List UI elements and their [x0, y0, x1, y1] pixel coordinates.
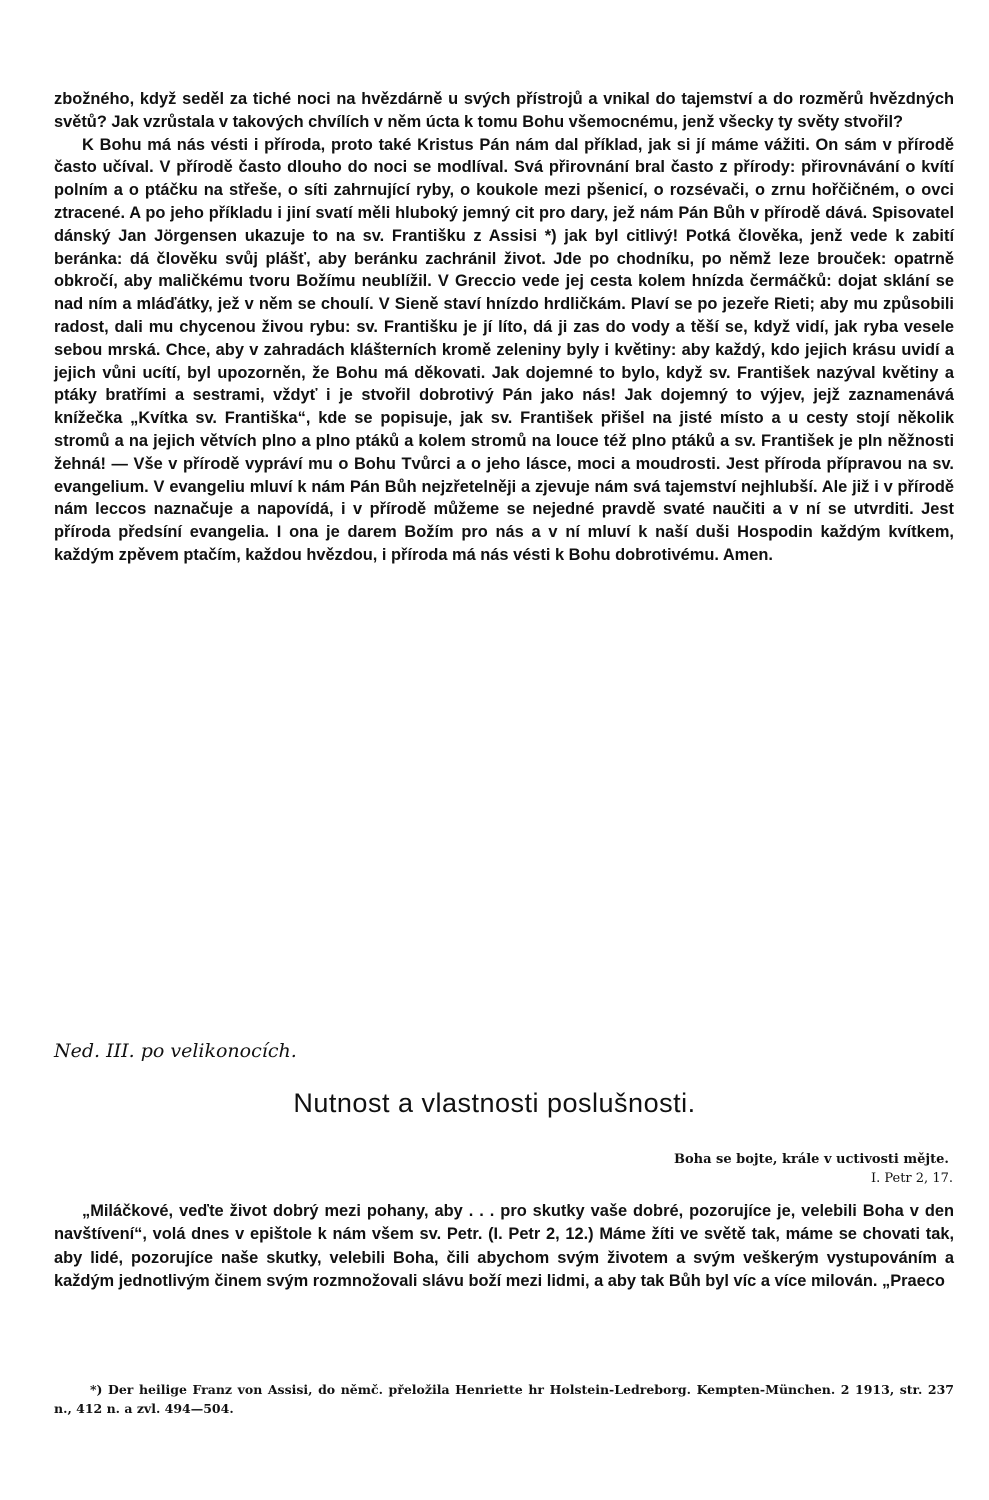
paragraph-2: K Bohu má nás vésti i příroda, proto také Kristus Pán nám dal příklad, jak si jí máme vážiti. On sám v přírodě často učíval. V přírodě často dlouho do noci se modlíval. Svá přirovnání bral často z přírody: přirovnávání o kvítí polním a o ptáčku na střeše, o síti zahrnující ryby, o koukole mezi pšenicí, o rozsévači, o zrnu hořčičném, o ovci ztracené. A po jeho příkladu i jiní svatí měli hluboký jemný cit pro dary, jež nám Pán Bůh v přírodě dává. Spisovatel dánský Jan Jörgensen ukazuje to na sv. Františku z Assisi *) jak byl citlivý! Potká člověka, jenž vede k zabití beránka: dá člověku svůj plášť, aby beránku zachránil život. Jde po chodníku, po němž leze brouček: opatrně obkročí, aby maličkému tvoru Božímu neublížil. V Greccio vede jej cesta kolem hnízda čermáčků: dojat sklání se nad ním a mláďátky, jež v něm se choulí. V Sieně staví hnízdo hrdličkám. Plaví se po jezeře Rieti; aby mu způsobili radost, dali mu chycenou živou rybu: sv. Františku je jí líto, dá ji zas do vody a těší se, když vidí, jak ryba vesele sebou mrská. Chce, aby v zahradách klášterních kromě zeleniny byly i květiny: aby každý, kdo jejich krásu uvidí a jejich vůni ucítí, byl upozorněn, že Bohu má děkovati. Jak dojemné to bylo, když sv. František nazýval květiny a ptáky bratřími a sestrami, vždyť i je stvořil dobrotivý Pán jako nás! Jak dojemný to výjev, jejž zaznamenává knížečka „Kvítka sv. Františka“, kde se popisuje, jak sv. František přišel na jisté místo a u cesty stojí několik stromů a na jejich větvích plno a plno ptáků a kolem stromů na louce též plno ptáků a sv. František je pln něžnosti žehná! — Vše v přírodě vypráví mu o Bohu Tvůrci a o jeho lásce, moci a moudrosti. Jest příroda přípravou na sv. evangelium. V evangeliu mluví k nám Pán Bůh nejzřetelněji a zjevuje nám svá tajemství nejhlubší. Ale již i v přírodě nám leccos naznačuje a napovídá, i v přírodě můžeme se nejedné pravdě svaté naučiti a v ní se utvrditi. Jest příroda předsíní evangelia. I ona je darem Božím pro nás a v ní mluví k naší duši Hospodin každým kvítkem, každým zpěvem ptačím, každou hvězdou, i příroda má nás vésti k Bohu dobrotivému. Amen. — [54, 135, 954, 564]
motto-reference: I. Petr 2, 17. — [870, 1171, 953, 1186]
sermon-opening: „Miláčkové, veďte život dobrý mezi pohany, aby . . . pro skutky vaše dobré, pozorujíce je, velebili Boha v den navštívení“, volá dnes v epištole k nám všem sv. Petr. (I. Petr 2, 12.) Máme žíti ve světě tak, máme se chovati tak, aby lidé, pozorujíce naše skutky, velebili Boha, čili abychom svým životem a svým veškerým vystupováním a každým jednotlivým činem svým rozmnožovali slávu boží mezi lidmi, a aby tak Bůh byl víc a více milován. „Praeco — [54, 1202, 954, 1291]
motto-text: Boha se bojte, krále v uctivosti mějte. — [674, 1152, 949, 1167]
paragraph-1: zbožného, když seděl za tiché noci na hvězdárně u svých přístrojů a vnikal do tajemství a do rozměrů hvězdných světů? Jak vzrůstala v takových chvílích v něm úcta k tomu Bohu všemocnému, jenž všecky ty světy stvořil? — [54, 90, 954, 131]
section-label: Ned. III. po velikonocích. — [54, 1040, 297, 1062]
footnote: *) Der heilige Franz von Assisi, do němč. přeložila Henriette hr Holstein-Ledreborg. Kempten-München. 2 1913, str. 237 n., 412 n. a zvl. 494—504. — [54, 1382, 954, 1416]
continuation-text — [54, 88, 954, 567]
motto — [674, 1150, 959, 1188]
page-body — [54, 88, 954, 567]
section-title: Nutnost a vlastnosti poslušnosti. — [293, 1088, 696, 1118]
